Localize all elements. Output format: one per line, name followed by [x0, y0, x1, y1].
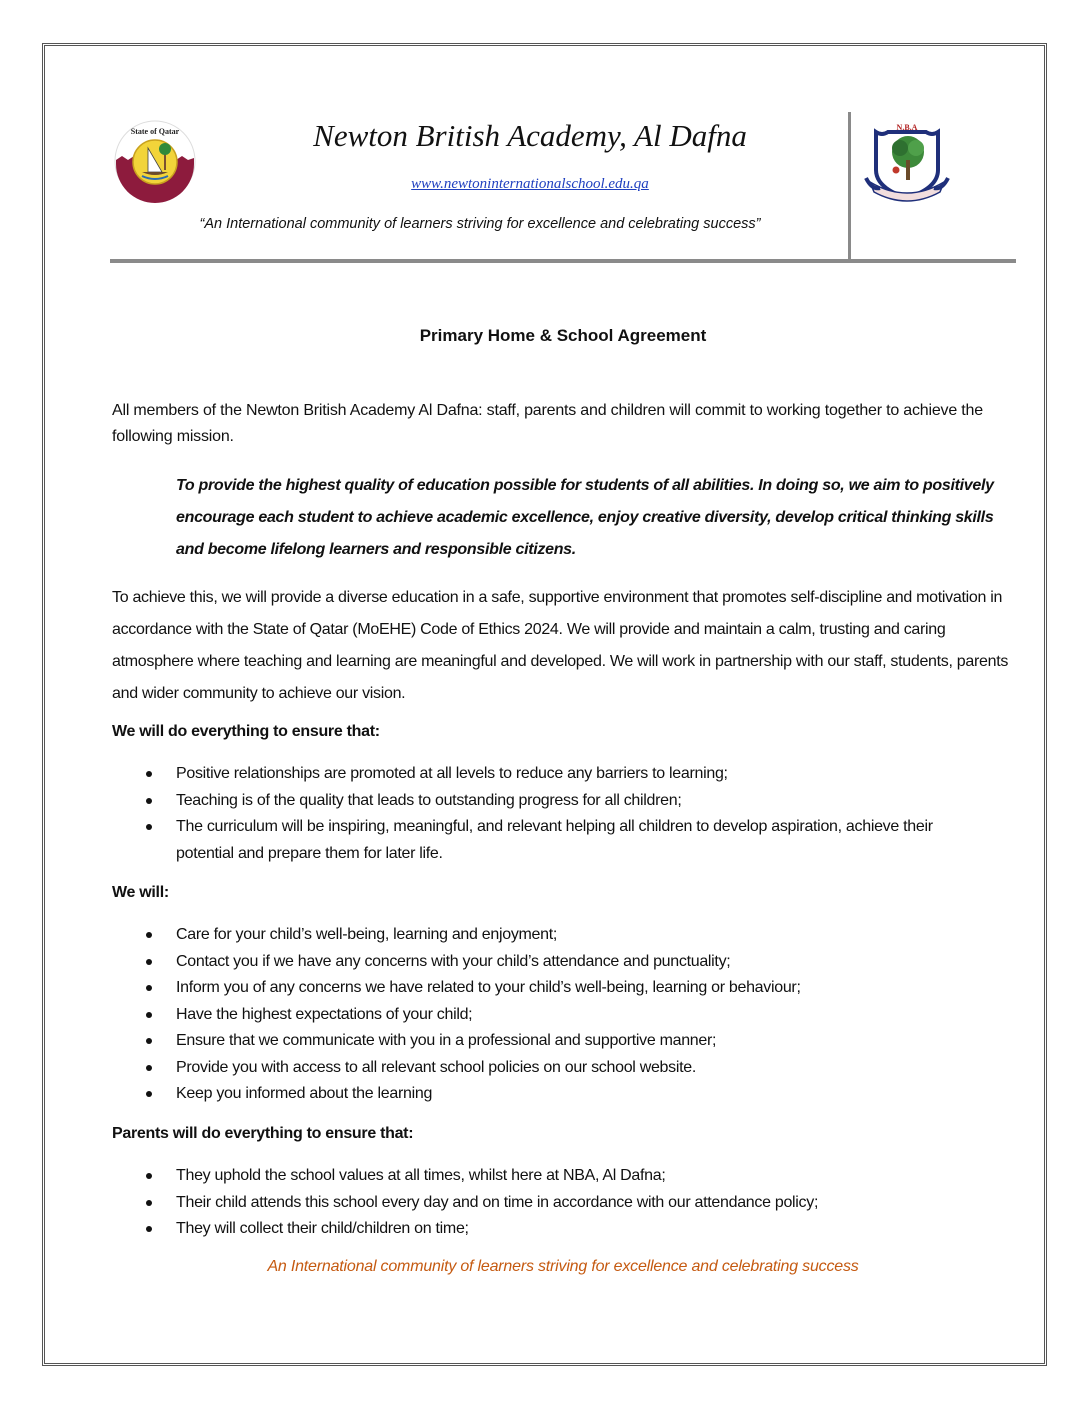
list-item: Provide you with access to all relevant school policies on our school website.	[112, 1055, 1012, 1082]
mission-statement: To provide the highest quality of education possible for students of all abilities. In doing so, we aim to positively encourage each student to achieve academic excellence, enjoy creative diversity, develop critical thinking skills and become lifelong learners and responsible citizens.	[176, 477, 994, 558]
list-item: Have the highest expectations of your child;	[112, 1002, 1012, 1029]
bullet-icon	[146, 985, 152, 991]
bullet-icon	[146, 824, 152, 830]
bullet-icon	[146, 771, 152, 777]
bullet-icon	[146, 1065, 152, 1071]
bullet-icon	[146, 1200, 152, 1206]
list-item: They will collect their child/children on time;	[112, 1216, 1012, 1243]
school-title: Newton British Academy, Al Dafna	[313, 118, 747, 153]
bullet-icon	[146, 1173, 152, 1179]
list-item: Teaching is of the quality that leads to outstanding progress for all children;	[112, 788, 1012, 815]
list-item: Their child attends this school every day and on time in accordance with our attendance policy;	[112, 1190, 1012, 1217]
svg-text:N.B.A: N.B.A	[896, 123, 918, 132]
list-item: The curriculum will be inspiring, meaningful, and relevant helping all children to develop aspiration, achieve their potential and prepare them for later life.	[112, 814, 1012, 867]
bullet-icon	[146, 1012, 152, 1018]
state-of-qatar-emblem-icon	[112, 118, 198, 204]
parents-list	[112, 1163, 1012, 1243]
bullet-icon	[146, 959, 152, 965]
bullet-icon	[146, 1226, 152, 1232]
footer-motto: An International community of learners striving for excellence and celebrating success	[267, 1258, 859, 1275]
section-heading-we-will: We will:	[112, 884, 169, 901]
school-website-link[interactable]: www.newtoninternationalschool.edu.qa	[411, 176, 649, 192]
ensure-list	[112, 761, 1012, 867]
header-vertical-divider	[848, 112, 851, 262]
list-item: Contact you if we have any concerns with your child’s attendance and punctuality;	[112, 949, 1012, 976]
bullet-icon	[146, 798, 152, 804]
we-will-list	[112, 922, 1012, 1108]
section-heading-ensure: We will do everything to ensure that:	[112, 723, 380, 740]
vision-paragraph: To achieve this, we will provide a diverse education in a safe, supportive environment that promotes self-discipline and motivation in accordance with the State of Qatar (MoEHE) Code of Ethics 2024. We will provide and maintain a calm, trusting and caring atmosphere where teaching and learning are meaningful and developed. We will work in partnership with our staff, students, parents and wider community to achieve our vision.	[112, 589, 1009, 702]
bullet-icon	[146, 1038, 152, 1044]
list-item: Keep you informed about the learning	[112, 1081, 1012, 1108]
list-item: They uphold the school values at all times, whilst here at NBA, Al Dafna;	[112, 1163, 1012, 1190]
section-heading-parents: Parents will do everything to ensure that:	[112, 1125, 414, 1142]
list-item: Care for your child’s well-being, learning and enjoyment;	[112, 922, 1012, 949]
bullet-icon	[146, 1091, 152, 1097]
svg-text:State of Qatar: State of Qatar	[130, 127, 180, 136]
list-item: Inform you of any concerns we have related to your child’s well-being, learning or behaviour;	[112, 975, 1012, 1002]
bullet-icon	[146, 932, 152, 938]
document-title: Primary Home & School Agreement	[419, 326, 707, 345]
header-motto: “An International community of learners striving for excellence and celebrating success”	[199, 216, 761, 232]
list-item: Positive relationships are promoted at all levels to reduce any barriers to learning;	[112, 761, 1012, 788]
nba-crest-icon	[862, 118, 952, 208]
list-item: Ensure that we communicate with you in a professional and supportive manner;	[112, 1028, 1012, 1055]
header-horizontal-rule	[110, 259, 1016, 263]
intro-paragraph: All members of the Newton British Academy Al Dafna: staff, parents and children will commit to working together to achieve the following mission.	[112, 402, 983, 445]
